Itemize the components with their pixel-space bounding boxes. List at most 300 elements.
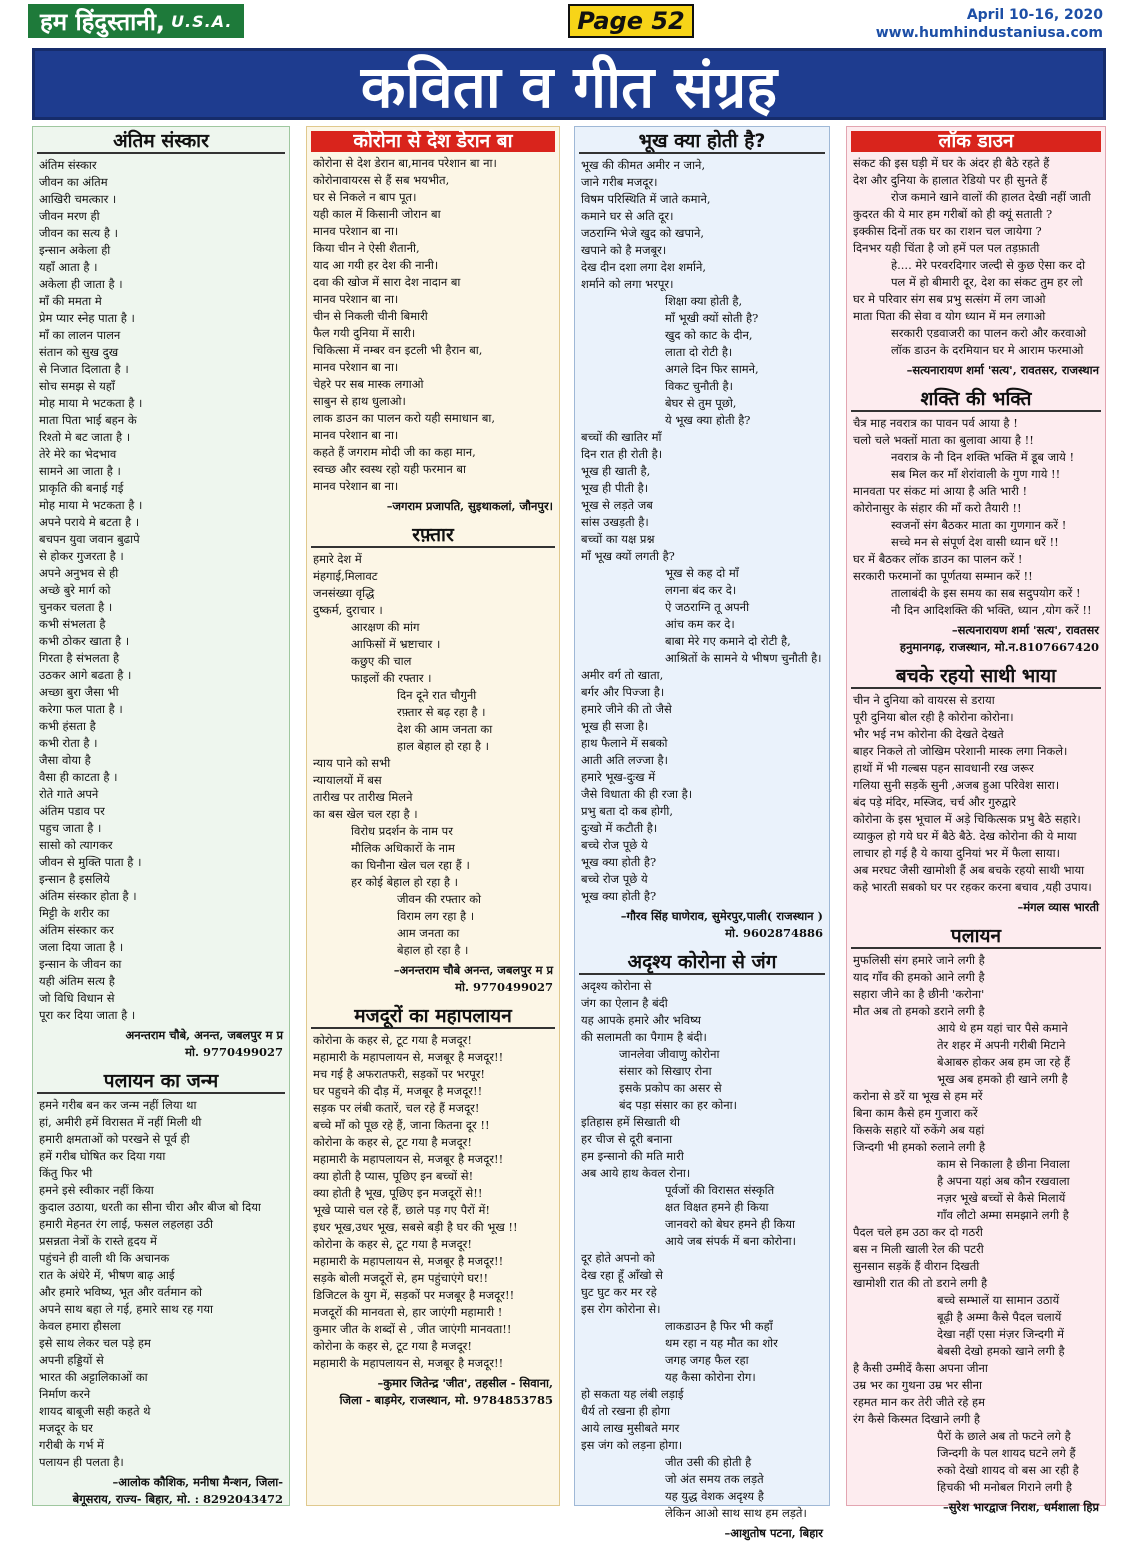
issue-date: April 10-16, 2020 <box>966 7 1103 23</box>
poem-line: का बस खेल चल रहा है । <box>313 807 418 821</box>
poem-body <box>575 157 829 905</box>
poem-line: भूख से लड़ते जब <box>581 498 653 512</box>
poem-line: मिट्टी के शरीर का <box>39 906 110 920</box>
poem-line: हमें गरीब घोषित कर दिया गया <box>39 1149 166 1163</box>
poem-line: रोते गाते अपने <box>39 787 99 801</box>
poem-line: कोरोना के कहर से, टूट गया है मजदूर! <box>313 1237 473 1251</box>
poem-title: मजदूरों का महापलायन <box>311 1006 555 1029</box>
poem-line: हमने गरीब बन कर जन्म नहीं लिया था <box>39 1098 197 1112</box>
poem-line: अकेला ही जाता है । <box>39 277 123 291</box>
poem-line: देश और दुनिया के हालात रेडियो पर ही सुनते हैं <box>853 173 1048 187</box>
poem-line: बूढ़ी है अम्मा कैसे पैदल चलायें <box>937 1310 1062 1324</box>
poem-line: कोरोना के कहर से, टूट गया है मजदूर! <box>313 1135 473 1149</box>
poem-line: अंतिम संस्कार कर <box>39 923 114 937</box>
poem-line: भूख क्या होती है? <box>581 855 657 869</box>
poem-body <box>307 1032 559 1372</box>
poem-line: अब आये हाथ केवल रोना। <box>581 1166 691 1180</box>
poem-line: फाइलों की रफ्तार । <box>351 671 432 685</box>
poem-line: लाकडाउन है फिर भी कहाँ <box>665 1319 773 1333</box>
poem-line: पल में हो बीमारी दूर, देश का संकट तुम हर लो <box>891 275 1083 289</box>
poem-line: जला दिया जाता है । <box>39 940 124 954</box>
poem-line: जानवरो को बेघर हमने ही किया <box>665 1217 796 1231</box>
poem-author: –गौरव सिंह घाणेराव, सुमेरपुर,पाली( राजस्थान ) मो. 9602874886 <box>620 909 823 940</box>
poem-line: थम रहा न यह मौत का शोर <box>665 1336 778 1350</box>
poem-line: इन्सान अकेला ही <box>39 243 111 257</box>
poem-line: कोरोना के इस भूचाल में अड़े चिकित्सक प्रभु बैठे सहारे। <box>853 812 1081 826</box>
column-4 <box>846 126 1106 1514</box>
poem-title: बचके रहयो साथी भाया <box>851 666 1101 689</box>
poem-line: गरीबी के गर्भ में <box>39 1438 104 1452</box>
poem-line: बंद पड़े मंदिर, मस्जिद, चर्च और गुरुद्वारे <box>853 795 1016 809</box>
poem-line: भूख से कह दो माँ <box>665 566 739 580</box>
poem-line: घर पहुचने की दौड़ में, मजबूर है मजदूर!! <box>313 1084 483 1098</box>
poem-line: कुदरत की ये मार हम गरीबों को ही क्यूं सताती ? <box>853 207 1053 221</box>
poem-line: नज़र भूखे बच्चों से कैसे मिलायें <box>937 1191 1066 1205</box>
poem-title: कोरोना से देश डेरान बा <box>311 131 555 152</box>
poem-line: सड़क पर लंबी कतारें, चल रहे हैं मजदूर! <box>313 1101 480 1115</box>
poem-line: खामोशी रात की तो डराने लगी है <box>853 1276 988 1290</box>
poem-line: का घिनौना खेल चल रहा हैं । <box>351 858 470 872</box>
poem-line: सांस उखड़ती है। <box>581 515 649 529</box>
poem-line: मानवता पर संकट मां आया है अति भारी ! <box>853 484 1028 498</box>
poem-line: प्राकृति की बनाई गई <box>39 481 124 495</box>
poem-line: महामारी के महापलायन से, मजबूर है मजदूर!! <box>313 1356 504 1370</box>
poem-line: भौर भई नभ कोरोना की देखते देखते <box>853 727 1004 741</box>
poem-author: –कुमार जितेन्द्र 'जीत', तहसील - सिवाना, जिला - बाड़मेर, राजस्थान, मो. 9784853785 <box>339 1376 553 1407</box>
poem-author: –अनन्तराम चौबे अनन्त, जबलपुर म प्र मो. 9770499027 <box>393 963 553 994</box>
poem-line: पूरी दुनिया बोल रही है कोरोना कोरोना। <box>853 710 1014 724</box>
poem-line: शायद बाबूजी सही कहते थे <box>39 1404 151 1418</box>
poem-line: अगले दिन फिर सामने, <box>665 362 759 376</box>
poem-line: महामारी के महापलायन से, मजबूर है मजदूर!! <box>313 1050 504 1064</box>
poem-body <box>307 551 559 959</box>
poem-line: जाने गरीब मजदूर। <box>581 175 658 189</box>
poem-line: मौलिक अधिकारों के नाम <box>351 841 455 855</box>
poem-line: मच गई है अफरातफरी, सड़कों पर भरपूर! <box>313 1067 486 1081</box>
poem-author: –सुरेश भारद्वाज निराश, धर्मशाला हिप्र <box>943 1500 1099 1514</box>
poem-line: यहाँ आता है । <box>39 260 98 274</box>
poem-line: याद गाँव की हमको आने लगी है <box>853 970 985 984</box>
poem-line: इन्सान है इसलिये <box>39 872 110 886</box>
poem-line: इसके प्रकोप का असर से <box>619 1081 722 1095</box>
poem-line: आश्रितों के सामने ये भीषण चुनौती है। <box>665 651 822 665</box>
poem-line: कछुए की चाल <box>351 654 412 668</box>
poem-line: अच्छे बुरे मार्ग को <box>39 583 111 597</box>
poem-line: सोच समझ से यहाँ <box>39 379 115 393</box>
poem-line: कुमार जीत के शब्दों से , जीत जाएंगी मानवता!! <box>313 1322 512 1336</box>
poem-line: साबुन से हाथ धुलाओ। <box>313 394 406 408</box>
poem-line: प्रसन्नता नेत्रों के रास्ते हृदय में <box>39 1234 157 1248</box>
poem-line: कहते हैं जगराम मोदी जी का कहा मान, <box>313 445 476 459</box>
poem-line: अमीर वर्ग तो खाता, <box>581 668 664 682</box>
poem-line: हां, अमीरी हमें विरासत में नहीं मिली थी <box>39 1115 202 1129</box>
poem-line: रहमत मान कर तेरी जीते रहे हम <box>853 1395 986 1409</box>
poem-line: घर से निकले न बाप पूत। <box>313 190 417 204</box>
poem-line: से निजात दिलाता है । <box>39 362 129 376</box>
poem-line: बेहाल हो रहा है । <box>397 943 469 957</box>
poem-author: –सत्यनारायण शर्मा 'सत्य', रावतसर हनुमानगढ़, राजस्थान, मो.न.8107667420 <box>899 623 1099 654</box>
poem-title: पलायन <box>851 926 1101 949</box>
poem-line: मोह माया मे भटकता है । <box>39 396 143 410</box>
poem-line: जंग का ऐलान है बंदी <box>581 996 668 1010</box>
poem-line: देखा नहीं एसा मंज़र जिन्दगी में <box>937 1327 1064 1341</box>
poem-line: गाँव लौटो अम्मा समझाने लगी है <box>937 1208 1069 1222</box>
poem-line: इक्कीस दिनों तक घर का राशन चल जायेगा ? <box>853 224 1042 238</box>
brand-name: हम हिंदुस्तानी, <box>40 7 166 36</box>
poem-line: कमाने घर से अति दूर। <box>581 209 674 223</box>
poem-line: जीवन का अंतिम <box>39 175 108 189</box>
poem-title: अदृश्य कोरोना से जंग <box>579 952 825 975</box>
poem-line: कोरोनासुर के संहार की माँ करो तैयारी !! <box>853 501 1022 515</box>
poem-line: सासो को त्यागकर <box>39 838 113 852</box>
poem-line: दुःखो में कटौती है। <box>581 821 658 835</box>
poem-line: लाचार हो गई है ये काया दुनियां भर में फैला साया। <box>853 846 1060 860</box>
poem-line: रुको देखो शायद वो बस आ रही है <box>937 1463 1079 1477</box>
poem-line: न्यायालयों में बस <box>313 773 382 787</box>
poem-line: से होकर गुजरता है । <box>39 549 124 563</box>
poem-line: दिनभर यही चिंता है जो हमें पल पल तड़फ़ाती <box>853 241 1040 255</box>
poem-line: घुट घुट कर मर रहे <box>581 1285 657 1299</box>
poem-line: अच्छा बुरा जैसा भी <box>39 685 119 699</box>
poem-title: रफ़्तार <box>311 525 555 548</box>
poem-line: माता पिता भाई बहन के <box>39 413 137 427</box>
poem-line: दूर होते अपनो को <box>581 1251 655 1265</box>
poem-body <box>307 155 559 495</box>
poem-line: भूख ही सजा है। <box>581 719 649 733</box>
poem-line: दिन दूने रात चौगुनी <box>397 688 477 702</box>
brand-suffix: U.S.A. <box>171 11 233 31</box>
poem-body <box>847 952 1105 1496</box>
poem-line: न्याय पाने को सभी <box>313 756 391 770</box>
poem-line: तेरे मेरे का भेदभाव <box>39 447 117 461</box>
poem-line: तालाबंदी के इस समय का सब सदुपयोग करें ! <box>891 586 1081 600</box>
poem-line: आंच कम कर दे। <box>665 617 735 631</box>
poem-line: मजदूर के घर <box>39 1421 93 1435</box>
poem-line: क्षत विक्षत हमने ही किया <box>665 1200 769 1214</box>
poem-author: –आलोक कौशिक, मनीषा मैन्शन, जिला- बेगूसराय, राज्य- बिहार, मो. : 8292043472 <box>72 1475 283 1506</box>
poem-line: दिन रात ही रोती है। <box>581 447 663 461</box>
poem-line: कहे भारती सबको घर पर रहकर करना बचाव ,यही उपाय। <box>853 880 1092 894</box>
poem-line: सुनसान सड़कें हैं वीरान दिखती <box>853 1259 980 1273</box>
poem-line: यह आपके हमारे और भविष्य <box>581 1013 701 1027</box>
poem-line: मंहगाई,मिलावट <box>313 569 378 583</box>
poem-line: जीवन मरण ही <box>39 209 100 223</box>
poem-line: इसे साथ लेकर चल पड़े हम <box>39 1336 151 1350</box>
poem-line: मानव परेशान बा ना। <box>313 479 399 493</box>
poem-line: कभी रोता है । <box>39 736 98 750</box>
poem-line: यही काल में किसानी जोरान बा <box>313 207 441 221</box>
poem-line: बच्चे रोज पूछे ये <box>581 838 648 852</box>
poem-line: पैदल चले हम उठा कर दो गठरी <box>853 1225 983 1239</box>
poem-line: जो विधि विधान से <box>39 991 115 1005</box>
poem-line: अदृश्य कोरोना से <box>581 979 652 993</box>
poem-line: भूख अब हमको ही खाने लगी है <box>937 1072 1068 1086</box>
poem-line: कोरोनावायरस से हैं सब भयभीत, <box>313 173 450 187</box>
poem-line: अंतिम पडाव पर <box>39 804 105 818</box>
poem-line: अपने पराये मे बटता है । <box>39 515 140 529</box>
poem-line: चलो चले भक्तों माता का बुलावा आया है !! <box>853 433 1034 447</box>
poem-line: अपने अनुभव से ही <box>39 566 119 580</box>
brand-logo[interactable] <box>28 4 244 38</box>
poem-line: हमारे भूख-दुःख में <box>581 770 656 784</box>
poem-author: –सत्यनारायण शर्मा 'सत्य', रावतसर, राजस्थान <box>906 363 1099 377</box>
poem-line: आये जब संपर्क में बना कोरोना। <box>665 1234 796 1248</box>
page-title: कविता व गीत संग्रह <box>32 48 1106 120</box>
poem-line: विषम परिस्थिति में जाते कमाने, <box>581 192 711 206</box>
poem-line: इस रोग कोरोना से। <box>581 1302 661 1316</box>
poem-line: देश की आम जनता का <box>397 722 493 736</box>
poem-line: गिरता है संभलता है <box>39 651 120 665</box>
poem-line: बंद पड़ा संसार का हर कोना। <box>619 1098 737 1112</box>
poem-line: रात के अंधेरे में, भीषण बाढ़ आई <box>39 1268 175 1282</box>
poem-line: जैसा वोया है <box>39 753 91 767</box>
poem-title: पलायन का जन्म <box>37 1071 285 1094</box>
poem-line: घर मे परिवार संग सब प्रभु सत्संग में लग जाओ <box>853 292 1046 306</box>
poem-line: जगह जगह फैल रहा <box>665 1353 749 1367</box>
poem-line: जानलेवा जीवाणु कोरोना <box>619 1047 720 1061</box>
poem-line: हमारे देश में <box>313 552 362 566</box>
poem-line: पलायन ही पलता है। <box>39 1455 124 1469</box>
poem-line: आये लाख मुसीबते मगर <box>581 1421 680 1435</box>
poem-line: बस न मिली खाली रेल की पटरी <box>853 1242 984 1256</box>
poem-line: भूख ही खाती है, <box>581 464 651 478</box>
poem-line: यह कैसा कोरोना रोग। <box>665 1370 756 1384</box>
poem-line: मौत अब तो हमको डराने लगी है <box>853 1004 985 1018</box>
poem-line: संकट की इस घड़ी में घर के अंदर ही बैठे रहते हैं <box>853 156 1050 170</box>
poem-line: जीवन से मुक्ति पाता है । <box>39 855 142 869</box>
poem-line: माँ भूखी क्यों सोती है? <box>665 311 759 325</box>
poem-line: महामारी के महापलायन से, मजबूर है मजदूर!! <box>313 1254 504 1268</box>
poem-line: करोना से डरें या भूख से हम मरें <box>853 1089 983 1103</box>
poem-line: माँ की ममता मे <box>39 294 102 308</box>
poem-line: खुद को काट के दीन, <box>665 328 753 342</box>
poem-line: केवल हमारा हौसला <box>39 1319 121 1333</box>
poem-line: और हमारे भविष्य, भूत और वर्तमान को <box>39 1285 203 1299</box>
poem-line: विरोध प्रदर्शन के नाम पर <box>351 824 453 838</box>
poem-line: पूरा कर दिया जाता है । <box>39 1008 136 1022</box>
poem-line: किया चीन ने ऐसी शैतानी, <box>313 241 420 255</box>
poem-line: क्या होती है प्यास, पूछिए इन बच्चों से! <box>313 1169 474 1183</box>
poem-line: मजदूरों की मानवता से, हार जाएंगी महामारी ! <box>313 1305 503 1319</box>
poem-line: की सलामती का पैगाम है बंदी। <box>581 1030 707 1044</box>
poem-author: –आशुतोष पटना, बिहार <box>724 1526 823 1540</box>
poem-line: इतिहास हमें सिखाती थी <box>581 1115 680 1129</box>
poem-line: बर्गर और पिज्जा है। <box>581 685 665 699</box>
poem-line: उम्र भर का गुथना उम्र भर सीना <box>853 1378 982 1392</box>
poem-line: भारत की अट्टालिकाओं का <box>39 1370 148 1384</box>
poem-line: स्वजनों संग बैठकर माता का गुणगान करें ! <box>891 518 1067 532</box>
poem-author: –जगराम प्रजापति, सुइथाकलां, जौनपुर। <box>386 499 553 513</box>
poem-line: मानव परेशान बा ना। <box>313 360 399 374</box>
poem-line: कभी हंसता है <box>39 719 96 733</box>
poem-line: रफ़्तार से बढ़ रहा है । <box>397 705 486 719</box>
poem-line: संतान को सुख दुख <box>39 345 119 359</box>
poem-line: आरक्षण की मांग <box>351 620 420 634</box>
poem-line: रिश्तो मे बट जाता है । <box>39 430 131 444</box>
poem-line: देख दीन दशा लगा देश शर्माने, <box>581 260 707 274</box>
poem-line: कुदाल उठाया, धरती का सीना चीरा और बीज बो दिया <box>39 1200 261 1214</box>
poem-line: भूख ही पीती है। <box>581 481 649 495</box>
poem-line: हमारे जीने की तो जैसे <box>581 702 672 716</box>
poem-line: दवा की खोज में सारा देश नादान बा <box>313 275 461 289</box>
poem-line: हाल बेहाल हो रहा है । <box>397 739 489 753</box>
poem-line: अंतिम संस्कार होता है । <box>39 889 137 903</box>
poem-line: लाता दो रोटी है। <box>665 345 733 359</box>
poem-line: याद आ गयी हर देश की नानी। <box>313 258 439 272</box>
poem-line: पूर्वजों की विरासत संस्कृति <box>665 1183 775 1197</box>
poem-line: अपने साथ बहा ले गई, हमारे साथ रह गया <box>39 1302 213 1316</box>
page-number: Page 52 <box>568 4 694 38</box>
poem-author: अनन्तराम चौबे, अनन्त, जबलपुर म प्र मो. 9770499027 <box>125 1028 283 1059</box>
poem-line: मानव परेशान बा ना। <box>313 224 399 238</box>
issue-info <box>876 6 1103 42</box>
poem-line: प्रभु बता दो कब होगी, <box>581 804 674 818</box>
poem-line: किंतु फिर भी <box>39 1166 93 1180</box>
poem-line: जीत उसी की होती है <box>665 1455 752 1469</box>
poem-line: आम जनता का <box>397 926 460 940</box>
poem-line: प्रेम प्यार स्नेह पाता है । <box>39 311 135 325</box>
poem-body <box>847 155 1105 359</box>
masthead <box>0 0 1135 46</box>
poem-line: सरकारी एडवाजरी का पालन करो और करवाओ <box>891 326 1087 340</box>
poem-line: भूख की कीमत अमीर न जाने, <box>581 158 706 172</box>
poem-line: लॉक डाउन के दरमियान घर मे आराम फरमाओ <box>891 343 1084 357</box>
poem-line: सहारा जीने का है छीनी 'करोना' <box>853 987 985 1001</box>
poem-line: चुनकर चलता है । <box>39 600 113 614</box>
poem-body <box>33 157 289 1024</box>
poem-line: बेघर से तुम पूछो, <box>665 396 737 410</box>
column-2 <box>306 126 560 1506</box>
poem-line: निर्माण करने <box>39 1387 91 1401</box>
poem-title: भूख क्या होती है? <box>579 131 825 154</box>
poem-line: विकट चुनौती है। <box>665 379 733 393</box>
poem-line: बचपन युवा जवान बुढापे <box>39 532 140 546</box>
poem-line: जिन्दगी भी हमको रुलाने लगी है <box>853 1140 986 1154</box>
poem-line: हर कोई बेहाल हो रहा है । <box>351 875 458 889</box>
poem-line: अंतिम संस्कार <box>39 158 97 172</box>
poem-line: क्या होती है भूख, पूछिए इन मजदूरों से!! <box>313 1186 483 1200</box>
poem-line: नवरात्र के नौ दिन शक्ति भक्ति में डूब जाये ! <box>891 450 1075 464</box>
poem-line: शर्माने को लगा भरपूर। <box>581 277 674 291</box>
poem-line: बच्चे सम्भालें या सामान उठायें <box>937 1293 1060 1307</box>
poem-line: जनसंख्या वृद्धि <box>313 586 375 600</box>
poem-line: हे.... मेरे परवरदिगार जल्दी से कुछ ऐसा कर दो <box>891 258 1086 272</box>
poem-line: इधर भूख,उधर भूख, सबसे बड़ी है घर की भूख !! <box>313 1220 518 1234</box>
poem-line: अपनी हड्डियों से <box>39 1353 104 1367</box>
poem-body <box>847 692 1105 896</box>
poem-line: जीवन की रफ्तार को <box>397 892 482 906</box>
poem-line: बच्चों का यक्ष प्रश्न <box>581 532 655 546</box>
poem-line: कोरोना से देश डेरान बा,मानव परेशान बा ना। <box>313 156 497 170</box>
poem-line: तारीख पर तारीख मिलने <box>313 790 413 804</box>
poem-line: दुष्कर्म, दुराचार । <box>313 603 383 617</box>
poem-line: माँ भूख क्यों लगती है? <box>581 549 675 563</box>
poem-line: महामारी के महापलायन से, मजबूर है मजदूर!! <box>313 1152 504 1166</box>
poem-line: वैसा ही काटता है । <box>39 770 118 784</box>
poem-line: स्वच्छ और स्वस्थ रहो यही फरमान बा <box>313 462 466 476</box>
poem-line: लाक डाउन का पालन करो यही समाधान बा, <box>313 411 496 425</box>
poem-line: विराम लग रहा है । <box>397 909 475 923</box>
poem-line: घर में बैठकर लॉक डाउन का पालन करें ! <box>853 552 1023 566</box>
poem-line: किसके सहारे यों रुकेंगे अब यहां <box>853 1123 985 1137</box>
poem-line: हिचकी भी मनोबल गिराने लगी है <box>937 1480 1073 1494</box>
poem-line: हो सकता यह लंबी लड़ाई <box>581 1387 684 1401</box>
poem-line: मानव परेशान बा ना। <box>313 292 399 306</box>
poem-line: लगना बंद कर दे। <box>665 583 737 597</box>
poem-line: यही अंतिम सत्य है <box>39 974 115 988</box>
poem-line: करेगा फल पाता है । <box>39 702 123 716</box>
poem-line: पैरों के छाले अब तो फटने लगे है <box>937 1429 1071 1443</box>
poem-line: है अपना यहां अब कौन रखवाला <box>937 1174 1070 1188</box>
poem-line: संसार को सिखाए रोना <box>619 1064 712 1078</box>
poem-line: लेकिन आओ साथ साथ हम लड़ते। <box>665 1506 807 1520</box>
poem-line: सामने आ जाता है । <box>39 464 121 478</box>
poem-line: बच्चे रोज पूछे ये <box>581 872 648 886</box>
poem-line: ये भूख क्या होती है? <box>665 413 751 427</box>
poem-line: पहुच जाता है । <box>39 821 102 835</box>
website-link[interactable]: www.humhindustaniusa.com <box>875 25 1103 41</box>
poem-line: उठकर आगे बढता है । <box>39 668 132 682</box>
poem-line: माँ का लालन पालन <box>39 328 121 342</box>
poem-line: देख रहा हूँ आँखो से <box>581 1268 663 1282</box>
poem-body <box>33 1097 289 1471</box>
poem-line: काम से निकाला है छीना निवाला <box>937 1157 1070 1171</box>
poem-line: जिन्दगी के पल शायद घटने लगे हैं <box>937 1446 1076 1460</box>
poem-line: चैत्र माह नवरात्र का पावन पर्व आया है ! <box>853 416 1018 430</box>
poem-line: भूख क्या होती है? <box>581 889 657 903</box>
poem-line: कोरोना के कहर से, टूट गया है मजदूर! <box>313 1339 473 1353</box>
poem-line: सच्चे मन से संपूर्ण देश वासी ध्यान धरें !! <box>891 535 1059 549</box>
poem-line: हमने इसे स्वीकार नहीं किया <box>39 1183 154 1197</box>
poem-line: बच्चों की खातिर माँ <box>581 430 662 444</box>
poem-line: जठराग्नि भेजे खुद को खपाने, <box>581 226 705 240</box>
poem-line: आखिरी चमत्कार । <box>39 192 117 206</box>
poem-line: बिना काम कैसे हम गुजारा करें <box>853 1106 978 1120</box>
poem-line: बेबसी देखो हमको खाने लगी है <box>937 1344 1065 1358</box>
poem-author: –मंगल व्यास भारती <box>1017 900 1099 914</box>
poem-line: हमारी क्षमताओं को परखने से पूर्व ही <box>39 1132 190 1146</box>
poem-line: हाथ फैलाने में सबको <box>581 736 668 750</box>
poem-line: शिक्षा क्या होती है, <box>665 294 743 308</box>
poem-line: मानव परेशान बा ना। <box>313 428 399 442</box>
poem-title: शक्ति की भक्ति <box>851 389 1101 412</box>
poem-line: रंग कैसे किस्मत दिखाने लगी है <box>853 1412 980 1426</box>
poem-line: बाहर निकले तो जोखिम परेशानी मास्क लगा निकले। <box>853 744 1068 758</box>
poem-line: नौ दिन आदिशक्ति की भक्ति, ध्यान ,योग करें !! <box>891 603 1092 617</box>
poem-line: चीन से निकली चीनी बिमारी <box>313 309 428 323</box>
poem-line: पहुंचने ही वाली थी कि अचानक <box>39 1251 170 1265</box>
poem-line: बाबा मेरे गए कमाने दो रोटी है, <box>665 634 791 648</box>
poem-line: चीन ने दुनिया को वायरस से डराया <box>853 693 995 707</box>
poem-line: आफिसों में भ्रष्टाचार । <box>351 637 441 651</box>
poem-line: इन्सान के जीवन का <box>39 957 122 971</box>
poem-line: जैसे विधाता की ही रजा है। <box>581 787 693 801</box>
poem-line: बच्चे माँ को पूछ रहे हैं, जाना कितना दूर !! <box>313 1118 490 1132</box>
poem-line: सरकारी फरमानों का पूर्णतया सम्मान करें !! <box>853 569 1033 583</box>
poem-line: रोज कमाने खाने वालों की हालत देखी नहीं जाती <box>891 190 1091 204</box>
poem-line: डिजिटल के युग में, सड़कों पर मजबूर है मजदूर!! <box>313 1288 515 1302</box>
poem-title: लॉक डाउन <box>851 131 1101 152</box>
poem-line: व्याकुल हो गये घर में बैठे बैठे. देख कोरोना की ये माया <box>853 829 1077 843</box>
poem-line: ऐ जठराग्नि तू अपनी <box>665 600 750 614</box>
poem-line: फैल गयी दुनिया में सारी। <box>313 326 416 340</box>
poem-line: कोरोना के कहर से, टूट गया है मजदूर! <box>313 1033 473 1047</box>
poem-line: सब मिल कर माँ शेरांवाली के गुण गाये !! <box>891 467 1061 481</box>
poem-line: भूखे प्यासे चल रहे हैं, छाले पड़ गए पैरों में! <box>313 1203 491 1217</box>
poem-line: आये थे हम यहां चार पैसे कमाने <box>937 1021 1068 1035</box>
poem-line: खपाने को है मजबूर। <box>581 243 667 257</box>
poem-line: मोह माया मे भटकता है । <box>39 498 143 512</box>
